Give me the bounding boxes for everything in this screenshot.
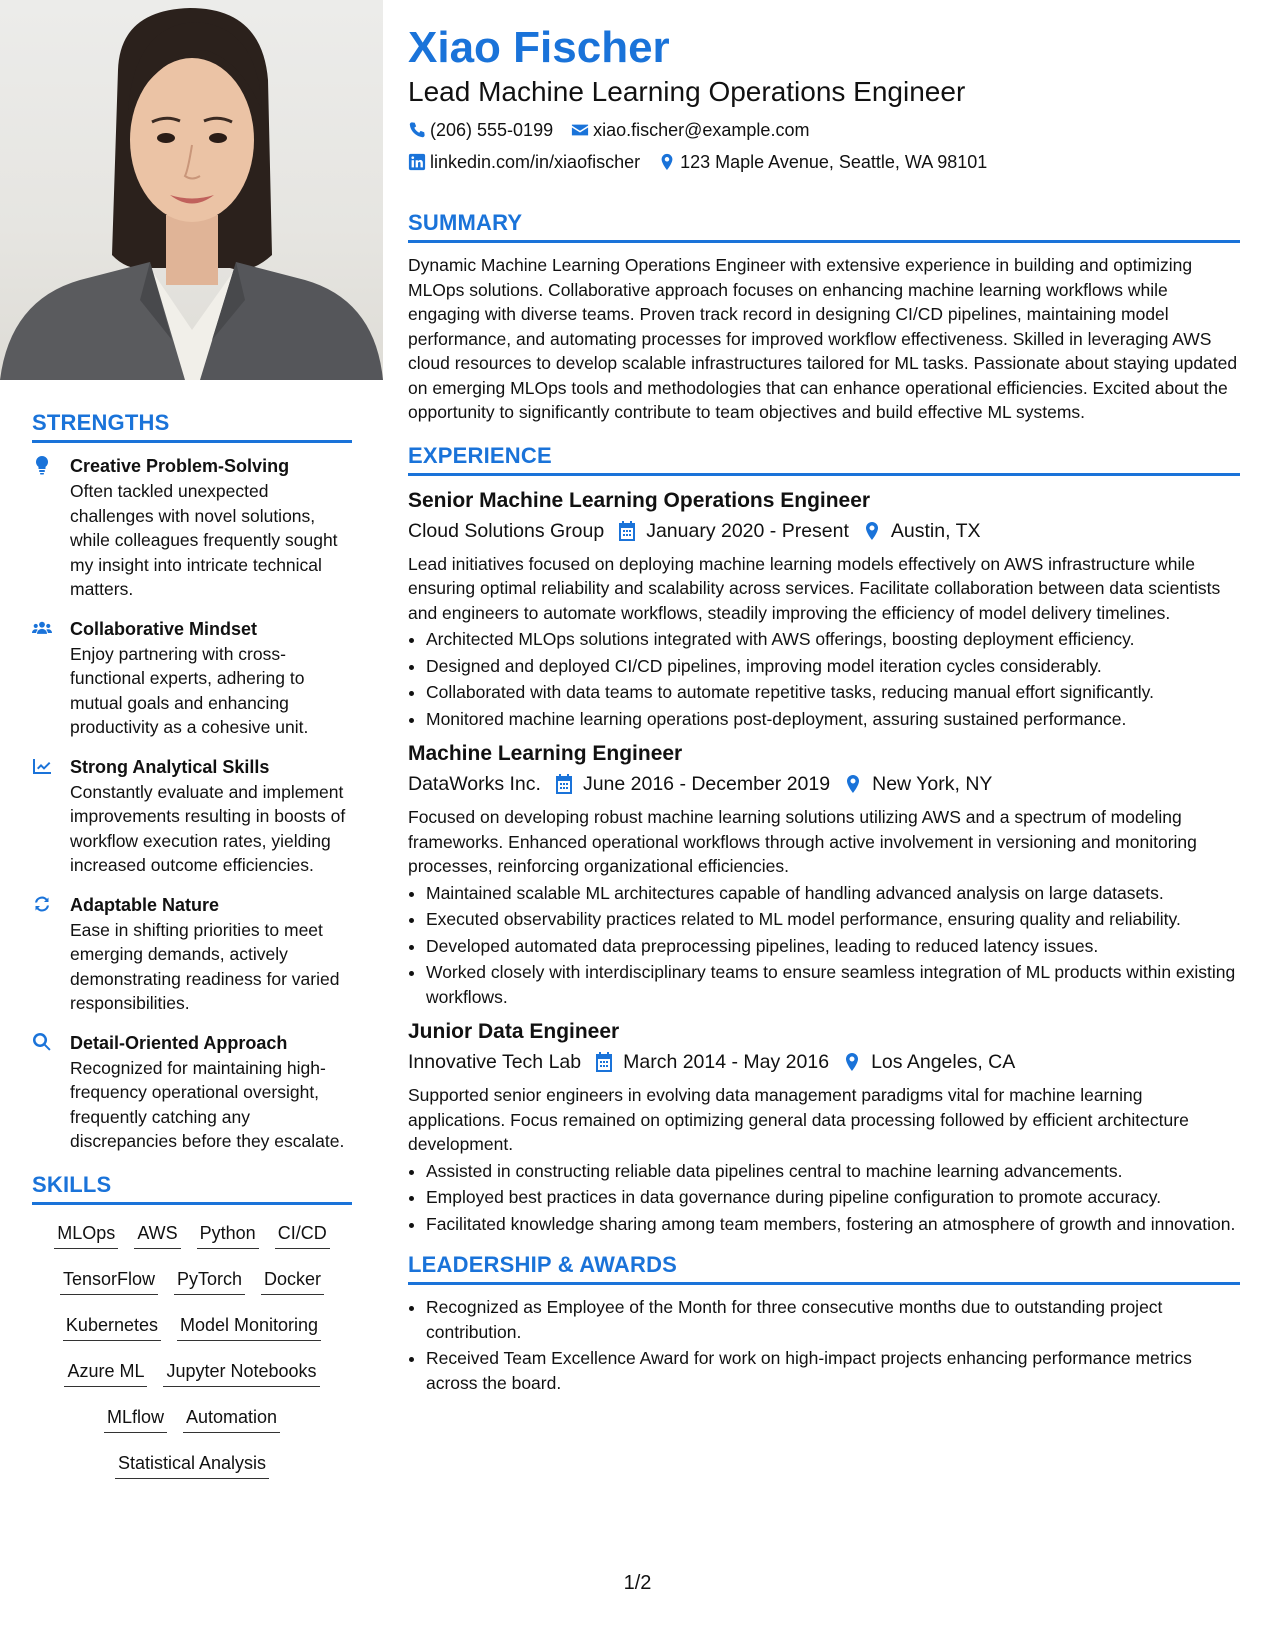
strength-title: Strong Analytical Skills: [70, 756, 270, 777]
job-location: Austin, TX: [890, 519, 981, 542]
bullet-item: • Assisted in constructing reliable data pipelines central to machine learning advancements.: [426, 1159, 1240, 1184]
lightbulb-icon: [32, 453, 70, 602]
job-entry: [408, 739, 1240, 1009]
skill-tag: CI/CD: [275, 1223, 330, 1249]
map-pin-icon: [658, 153, 676, 171]
bullet-item: • Employed best practices in data governance during pipeline configuration to promote accuracy.: [426, 1185, 1240, 1210]
phone-text: (206) 555-0199: [430, 119, 554, 140]
bullet-item: • Worked closely with interdisciplinary teams to ensure seamless integration of ML products within existing workflows.: [426, 960, 1240, 1009]
job-location: Los Angeles, CA: [871, 1051, 1016, 1073]
job-location: New York, NY: [872, 773, 993, 795]
users-icon: [32, 616, 70, 740]
skill-tag: AWS: [134, 1223, 180, 1249]
summary-text: Dynamic Machine Learning Operations Engineer with extensive experience in building and optimizing MLOps solutions. Collaborative approach focuses on enhancing machine learning workflows while engaging with diverse teams. Proven track record in designing CI/CD pipelines, maintaining model performance, and automating processes for improved workflow effectiveness. Skilled in leveraging AWS cloud resources to develop scalable infrastructures tailored for ML tasks. Passionate about staying updated on emerging MLOps tools and methodologies that can enhance operational efficiencies. Excited about the opportunity to significantly contribute to team objectives and build effective ML systems.: [408, 255, 1238, 422]
skill-tag: Azure ML: [64, 1361, 147, 1387]
job-title: Machine Learning Engineer: [408, 742, 683, 765]
skill-tag: Statistical Analysis: [115, 1453, 269, 1479]
calendar-icon: [618, 521, 636, 541]
job-dates: January 2020 - Present: [646, 519, 849, 542]
map-pin-icon: [844, 774, 862, 794]
address-contact: [658, 152, 987, 173]
award-item: • Received Team Excellence Award for work on high-impact projects enhancing performance metrics across the board.: [426, 1346, 1240, 1395]
strength-title: Adaptable Nature: [70, 894, 220, 915]
skill-tag: TensorFlow: [60, 1269, 158, 1295]
job-description: Supported senior engineers in evolving data management paradigms vital for machine learning applications. Focus remained on optimizing general data processing followed by efficient architecture development.: [408, 1085, 1189, 1154]
skill-tag: MLflow: [104, 1407, 167, 1433]
strength-desc: Ease in shifting priorities to meet emerging demands, actively demonstrating readiness for varied responsibilities.: [70, 919, 340, 1013]
experience-heading: EXPERIENCE: [408, 443, 1240, 476]
bullet-item: • Developed automated data preprocessing pipelines, leading to reduced latency issues.: [426, 934, 1240, 959]
bullet-item: • Collaborated with data teams to automate repetitive tasks, reducing manual effort significantly.: [426, 680, 1240, 705]
linkedin-icon: [408, 153, 426, 171]
contact-row: [408, 118, 1240, 142]
strength-item: [32, 892, 352, 1016]
profile-photo: [0, 0, 383, 380]
calendar-icon: [555, 774, 573, 794]
email-contact[interactable]: [571, 120, 809, 141]
skill-tag: Model Monitoring: [177, 1315, 321, 1341]
candidate-name: Xiao Fischer: [408, 23, 670, 72]
strength-item: [32, 616, 352, 740]
strength-desc: Often tackled unexpected challenges with novel solutions, while colleagues frequently sought my insight into intricate technical matters.: [70, 481, 338, 599]
job-entry: [408, 1017, 1240, 1236]
awards-list: [408, 1295, 1240, 1395]
page-number: 1/2: [623, 1572, 652, 1594]
main-content: [408, 20, 1240, 1403]
job-meta: [408, 769, 1240, 799]
strength-item: [32, 1030, 352, 1154]
job-bullets: [408, 627, 1240, 731]
refresh-icon: [32, 892, 70, 1016]
job-description: Lead initiatives focused on deploying machine learning models effectively on AWS infrastructure while ensuring optimal reliability and scalability across services. Facilitate collaboration between data scientists and engineers to automate workflows, steadily improving the efficiency of model delivery timelines.: [408, 553, 1221, 623]
skill-tag: Python: [197, 1223, 259, 1249]
candidate-title: Lead Machine Learning Operations Engineer: [408, 76, 966, 107]
strength-title: Collaborative Mindset: [70, 618, 258, 639]
job-dates: March 2014 - May 2016: [623, 1051, 830, 1073]
skill-tag: Jupyter Notebooks: [163, 1361, 319, 1387]
linkedin-text: linkedin.com/in/xiaofischer: [430, 151, 641, 172]
bullet-item: • Designed and deployed CI/CD pipelines, improving model iteration cycles considerably.: [426, 654, 1240, 679]
summary-heading: SUMMARY: [408, 210, 1240, 243]
job-dates: June 2016 - December 2019: [582, 773, 831, 795]
address-text: 123 Maple Avenue, Seattle, WA 98101: [680, 151, 988, 172]
chart-line-icon: [32, 754, 70, 878]
strength-desc: Constantly evaluate and implement improvements resulting in boosts of workflow execution rates, yielding increased outcome efficiencies.: [70, 781, 346, 875]
award-item: • Recognized as Employee of the Month for three consecutive months due to outstanding project contribution.: [426, 1295, 1240, 1344]
bullet-item: • Monitored machine learning operations post-deployment, assuring sustained performance.: [426, 707, 1240, 732]
skill-tag: Kubernetes: [63, 1315, 161, 1341]
calendar-icon: [595, 1052, 613, 1072]
strength-title: Creative Problem-Solving: [70, 456, 290, 476]
job-bullets: [408, 881, 1240, 1010]
bullet-item: • Architected MLOps solutions integrated with AWS offerings, boosting deployment efficiency.: [426, 627, 1240, 652]
company-name: Cloud Solutions Group: [408, 519, 605, 542]
map-pin-icon: [843, 1052, 861, 1072]
company-name: Innovative Tech Lab: [408, 1051, 582, 1073]
email-text: xiao.fischer@example.com: [593, 119, 810, 140]
envelope-icon: [571, 121, 589, 139]
job-meta: [408, 1047, 1240, 1077]
skill-tag: MLOps: [54, 1223, 118, 1249]
leadership-heading: LEADERSHIP & AWARDS: [408, 1252, 1240, 1285]
strength-desc: Enjoy partnering with cross-functional experts, adhering to mutual goals and enhancing productivity as a cohesive unit.: [70, 643, 309, 737]
skill-tag: Automation: [183, 1407, 280, 1433]
job-meta: [408, 516, 1240, 546]
bullet-item: • Maintained scalable ML architectures capable of handling advanced analysis on large datasets.: [426, 881, 1240, 906]
skills-heading: SKILLS: [32, 1172, 352, 1205]
phone-icon: [408, 121, 426, 139]
skill-tag: PyTorch: [174, 1269, 245, 1295]
map-pin-icon: [863, 521, 881, 541]
skills-list: [32, 1223, 352, 1499]
search-icon: [32, 1030, 70, 1154]
company-name: DataWorks Inc.: [408, 773, 541, 795]
strength-item: [32, 453, 352, 602]
strength-desc: Recognized for maintaining high-frequency operational oversight, frequently catching any discrepancies before they escalate.: [70, 1057, 345, 1151]
strength-title: Detail-Oriented Approach: [70, 1032, 288, 1053]
job-bullets: [408, 1159, 1240, 1237]
job-entry: [408, 486, 1240, 732]
bullet-item: • Facilitated knowledge sharing among team members, fostering an atmosphere of growth and innovation.: [426, 1212, 1240, 1237]
job-title: Junior Data Engineer: [408, 1020, 620, 1043]
strength-item: [32, 754, 352, 878]
job-description: Focused on developing robust machine learning solutions utilizing AWS and a spectrum of modeling frameworks. Enhanced operational workflows through active involvement in versioning and monitoring processes, reinforcing organizational efficiencies.: [408, 807, 1197, 876]
phone-contact[interactable]: [408, 120, 553, 141]
bullet-item: • Executed observability practices related to ML model performance, ensuring quality and reliability.: [426, 907, 1240, 932]
linkedin-contact[interactable]: [408, 152, 640, 173]
sidebar: [0, 0, 383, 1650]
contact-row: [408, 150, 1240, 174]
job-title: Senior Machine Learning Operations Engineer: [408, 488, 871, 512]
strengths-heading: STRENGTHS: [32, 410, 352, 443]
skill-tag: Docker: [261, 1269, 324, 1295]
